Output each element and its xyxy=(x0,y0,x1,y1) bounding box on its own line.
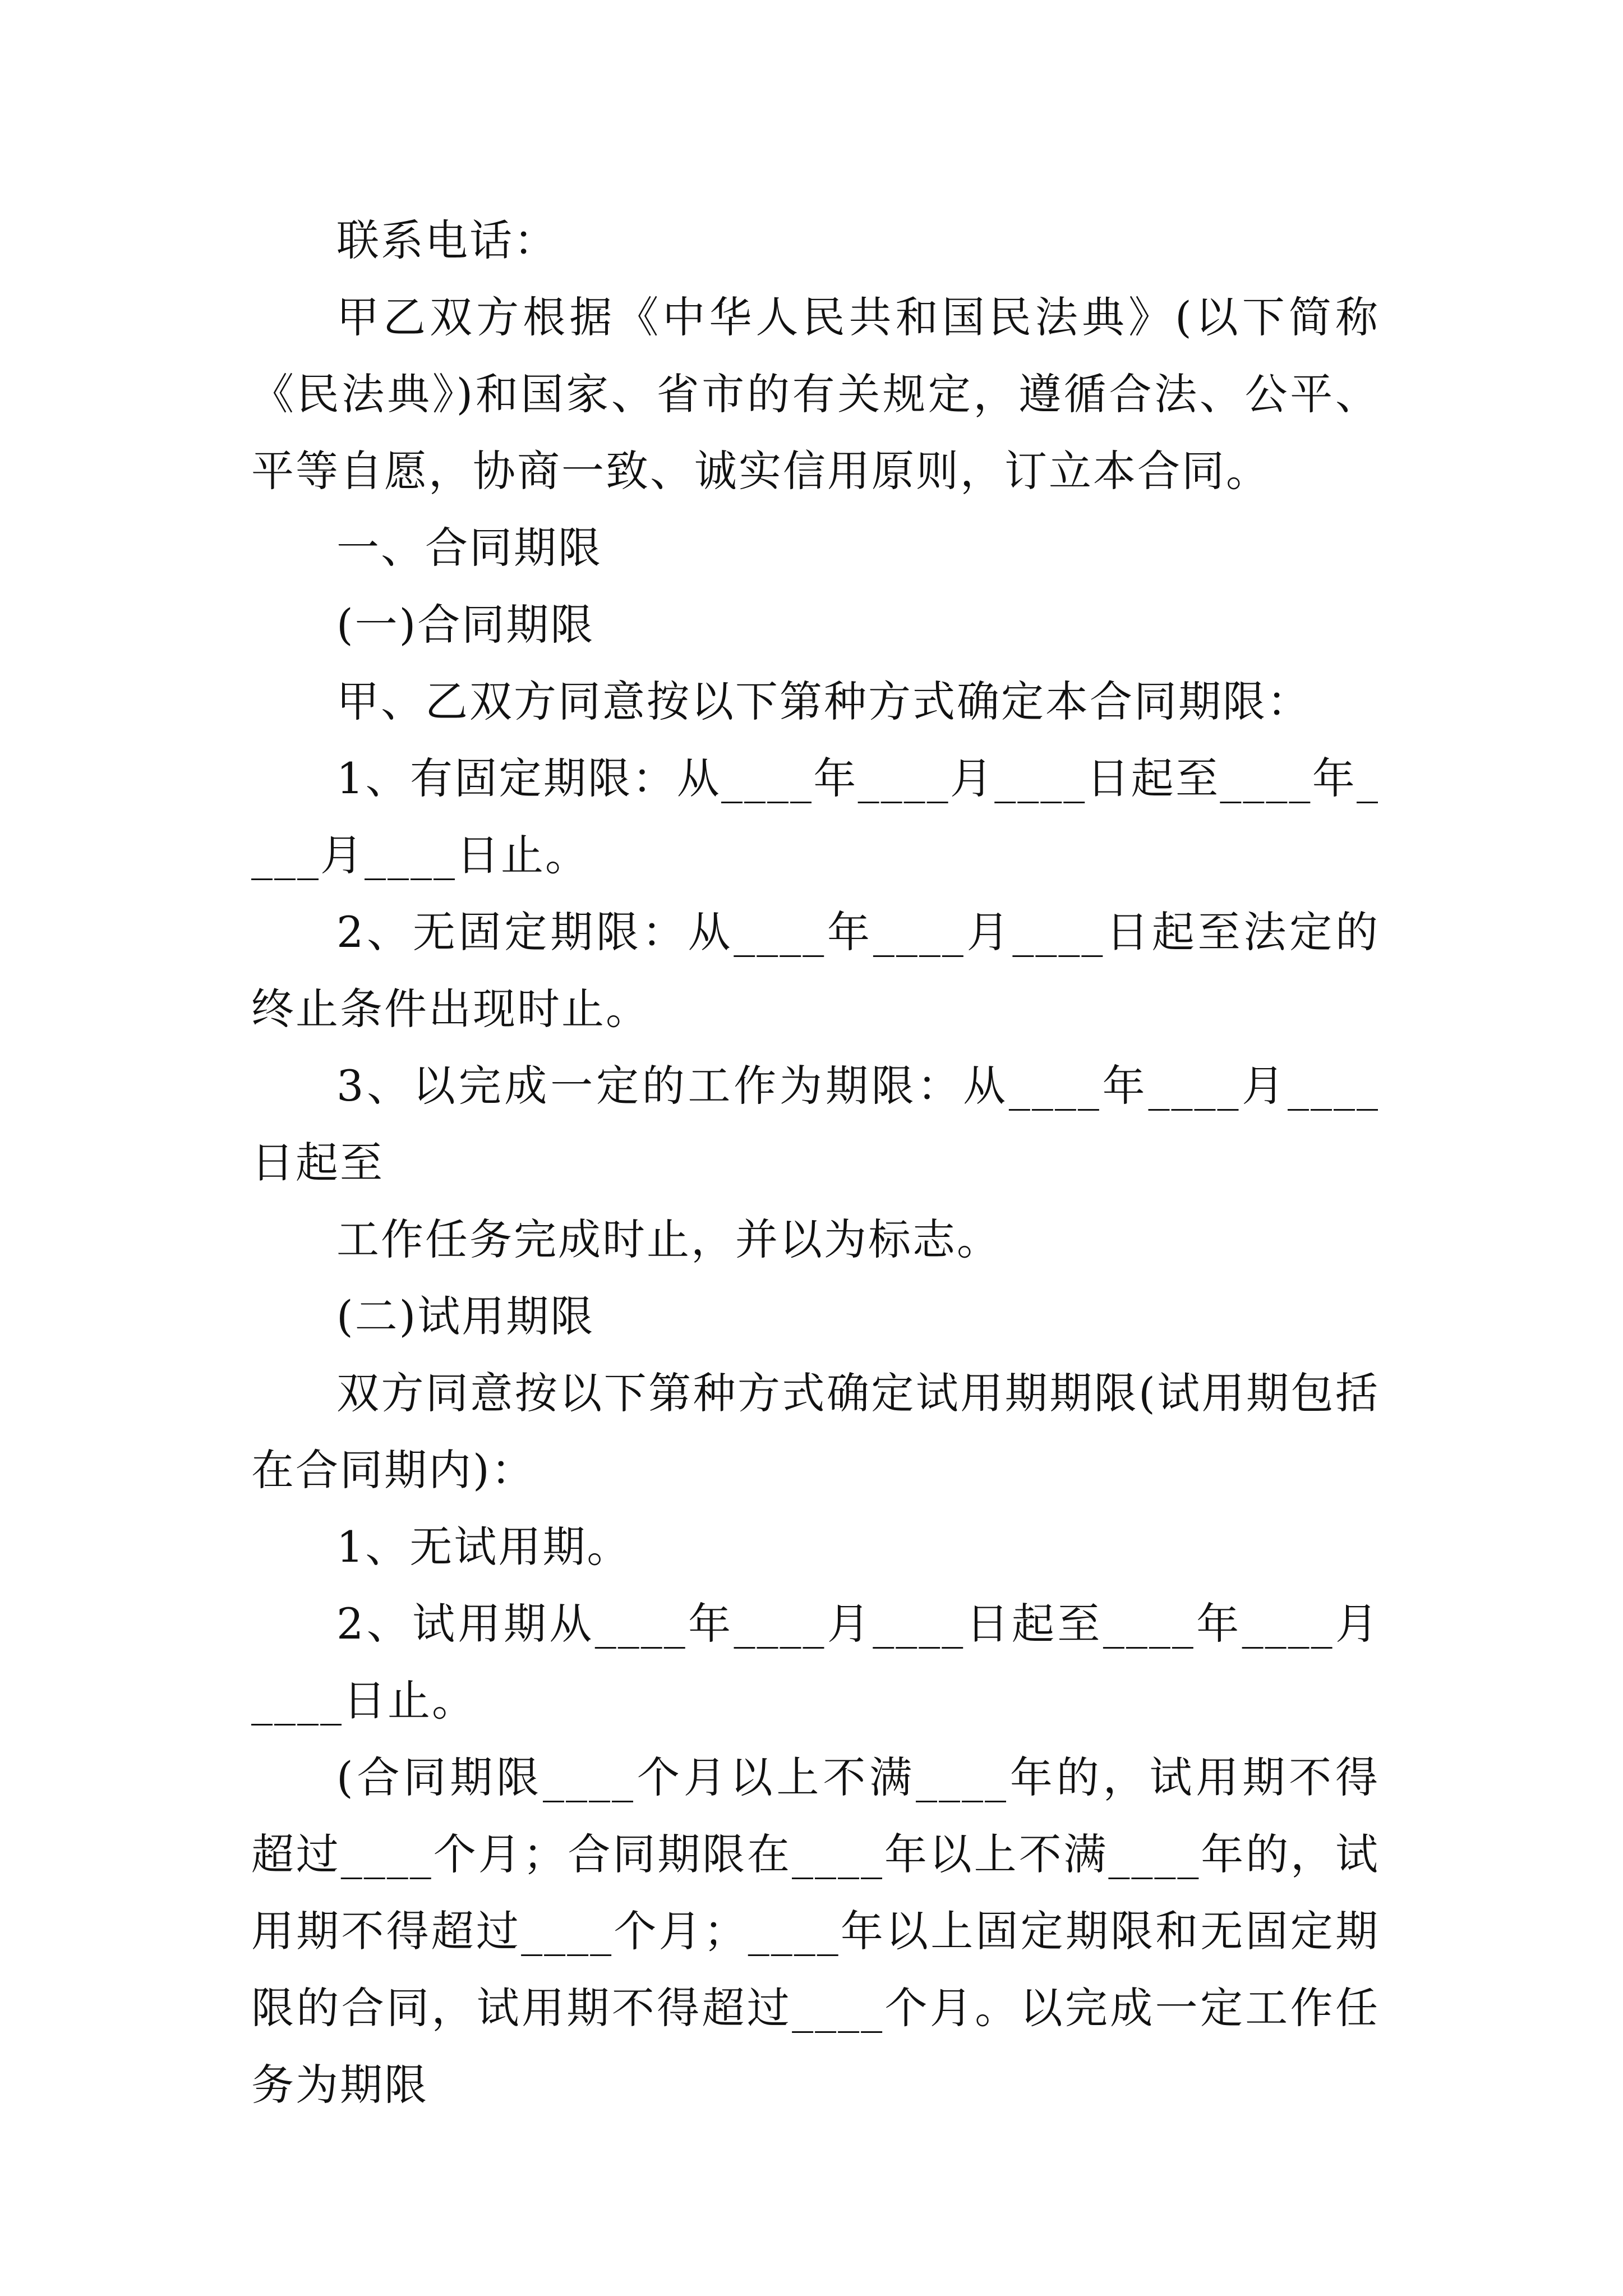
fixed-term-clause: 1、有固定期限：从____年____月____日起至____年____月____日止。 xyxy=(251,753,1380,880)
subsection-heading-contract-term: (一)合同期限 xyxy=(336,600,595,650)
probation-period-clause: 2、试用期从____年____月____日起至____年____月____日止。 xyxy=(251,1599,1380,1726)
task-term-clause: 3、以完成一定的工作为期限：从____年____月____日起至 xyxy=(251,1061,1380,1188)
preamble-paragraph: 甲乙双方根据《中华人民共和国民法典》(以下简称《民法典》)和国家、省市的有关规定，遵循合法、公平、平等自愿，协商一致、诚实信用原则，订立本合同。 xyxy=(251,292,1380,496)
probation-limits-paragraph: (合同期限____个月以上不满____年的，试用期不得超过____个月；合同期限在____年以上不满____年的，试用期不得超过____个月；____年以上固定期限和无固定期限的合同，试用期不得超过____个月。以完成一定工作任务为期限 xyxy=(251,1752,1380,2110)
section-heading-contract-term: 一、合同期限 xyxy=(336,523,602,573)
contact-phone-line: 联系电话： xyxy=(336,215,558,265)
open-term-clause: 2、无固定期限：从____年____月____日起至法定的终止条件出现时止。 xyxy=(251,907,1380,1034)
subsection-heading-probation: (二)试用期限 xyxy=(336,1291,595,1341)
document-body xyxy=(251,202,1380,2123)
no-probation-clause: 1、无试用期。 xyxy=(336,1522,631,1572)
task-term-end-line: 工作任务完成时止，并以为标志。 xyxy=(336,1214,1001,1264)
probation-method-paragraph: 双方同意按以下第种方式确定试用期期限(试用期包括在合同期内)： xyxy=(251,1368,1380,1495)
term-method-paragraph: 甲、乙双方同意按以下第种方式确定本合同期限： xyxy=(336,677,1311,726)
